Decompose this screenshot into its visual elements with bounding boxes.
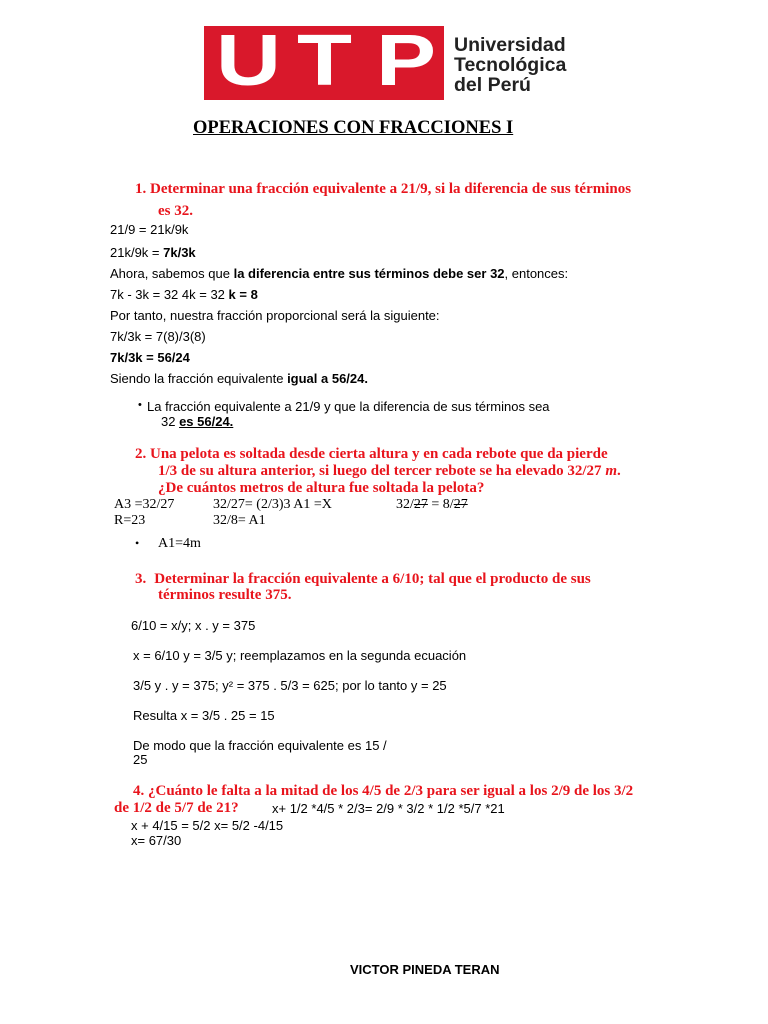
q3-heading-line-2: términos resulte 375. — [158, 587, 292, 603]
q1-line-8: Siendo la fracción equivalente igual a 56/24. — [110, 371, 368, 386]
q3-line-3: 3/5 y . y = 375; y² = 375 . 5/3 = 625; por lo tanto y = 25 — [133, 678, 447, 693]
page-title: OPERACIONES CON FRACCIONES I — [193, 118, 514, 138]
q4-heading-line-2: de 1/2 de 5/7 de 21? — [114, 800, 239, 816]
q2-col-1-row-2: R=23 — [114, 513, 146, 528]
q1-heading-line-1: 1. Determinar una fracción equivalente a 21/9, si la diferencia de sus términos — [135, 181, 632, 197]
q1-line-4: 7k - 3k = 32 4k = 32 k = 8 — [110, 287, 258, 302]
q2-bullet-text: A1=4m — [158, 536, 201, 551]
q3-line-6: 25 — [133, 752, 148, 767]
q3-line-1: 6/10 = x/y; x . y = 375 — [131, 618, 256, 633]
q2-col-3-row-1: 32/27 = 8/27 — [396, 497, 468, 512]
logo-letter-t: T — [297, 21, 352, 101]
q4-equation-1: x+ 1/2 *4/5 * 2/3= 2/9 * 3/2 * 1/2 *5/7 *21 — [272, 801, 505, 816]
q1-line-3: Ahora, sabemos que la diferencia entre sus términos debe ser 32, entonces: — [110, 266, 569, 281]
q1-bullet-icon: • — [138, 399, 142, 411]
q2-heading-line-2: 1/3 de su altura anterior, si luego del tercer rebote se ha elevado 32/27 m. — [158, 463, 621, 479]
q3-line-4: Resulta x = 3/5 . 25 = 15 — [133, 708, 275, 723]
q3-heading-line-1: 3. Determinar la fracción equivalente a 6/10; tal que el producto de sus — [135, 571, 591, 587]
q4-heading-line-1: 4. ¿Cuánto le falta a la mitad de los 4/5 de 2/3 para ser igual a los 2/9 de los 3/2 — [133, 783, 634, 799]
q4-equation-2: x + 4/15 = 5/2 x= 5/2 -4/15 — [131, 818, 284, 833]
q2-col-2-row-2: 32/8= A1 — [213, 513, 266, 528]
university-name-line-3: del Perú — [454, 74, 531, 96]
q2-col-1-row-1: A3 =32/27 — [114, 497, 175, 512]
q2-heading-line-3: ¿De cuántos metros de altura fue soltada la pelota? — [158, 480, 485, 496]
author-name: VICTOR PINEDA TERAN — [350, 962, 500, 977]
q3-line-5: De modo que la fracción equivalente es 15 / — [133, 738, 387, 753]
q1-bullet-line-1: La fracción equivalente a 21/9 y que la diferencia de sus términos sea — [147, 399, 550, 414]
q1-line-1: 21/9 = 21k/9k — [110, 222, 189, 237]
university-name-line-2: Tecnológica — [454, 54, 567, 76]
q1-line-2: 21k/9k = 7k/3k — [110, 245, 196, 260]
logo-letter-p: P — [376, 21, 437, 101]
q1-bullet-line-2: 32 es 56/24. — [161, 414, 234, 429]
q1-line-6: 7k/3k = 7(8)/3(8) — [110, 329, 206, 344]
logo-letter-u: U — [216, 21, 281, 101]
utp-logo — [204, 21, 444, 101]
university-name-line-1: Universidad — [454, 34, 566, 56]
q2-heading-line-1: 2. Una pelota es soltada desde cierta altura y en cada rebote que da pierde — [135, 446, 608, 462]
q1-line-7: 7k/3k = 56/24 — [110, 350, 190, 365]
q2-bullet-icon: • — [135, 536, 140, 550]
q2-col-2-row-1: 32/27= (2/3)3 A1 =X — [213, 497, 332, 512]
q1-line-5: Por tanto, nuestra fracción proporcional será la siguiente: — [110, 308, 440, 323]
q3-line-2: x = 6/10 y = 3/5 y; reemplazamos en la segunda ecuación — [133, 648, 467, 663]
q1-heading-line-2: es 32. — [158, 203, 193, 219]
q4-equation-3: x= 67/30 — [131, 833, 182, 848]
